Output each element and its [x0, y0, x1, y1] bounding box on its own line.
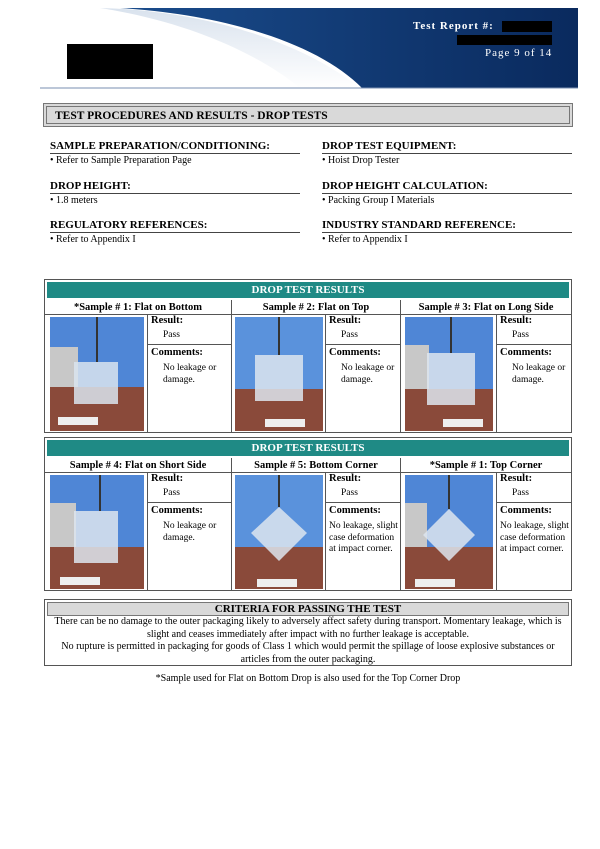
comments-value: No leakage, slight case deformation at impact corner. — [329, 521, 398, 554]
comments-value: No leakage or damage. — [163, 363, 217, 385]
drop-test-results-table-1 — [44, 279, 572, 433]
criteria-body — [51, 616, 565, 666]
drop-test-photo — [50, 475, 144, 589]
results-band-2: DROP TEST RESULTS — [47, 440, 569, 456]
comments-label: Comments: — [329, 505, 381, 516]
comments-value: No leakage or damage. — [341, 363, 395, 385]
result-label: Result: — [151, 473, 184, 484]
redacted-logo — [67, 44, 153, 79]
equipment-title: DROP TEST EQUIPMENT: — [322, 140, 572, 154]
drop-test-photo — [405, 475, 493, 589]
comments-label: Comments: — [500, 347, 552, 358]
sample-info — [147, 473, 232, 590]
criteria-text-2: No rupture is permitted in packaging for goods of Class 1 which would permit the spillage of loose explosive substances or articles from the outer packaging. — [61, 641, 555, 665]
result-value: Pass — [163, 488, 180, 498]
sample-info — [496, 473, 572, 590]
sample-heading: Sample # 2: Flat on Top — [232, 301, 400, 315]
sample-info — [147, 315, 232, 432]
sample-heading: Sample # 4: Flat on Short Side — [45, 459, 231, 473]
redacted-report-number-1 — [502, 21, 552, 32]
comments-label: Comments: — [151, 505, 203, 516]
drop-test-photo — [50, 317, 144, 431]
result-label: Result: — [329, 315, 362, 326]
sample-heading: Sample # 3: Flat on Long Side — [401, 301, 571, 315]
criteria-text-1: There can be no damage to the outer packaging likely to adversely affect safety during transport. Momentary leakage, which is slight and ceases immediately after impact with no further leakage is acceptable. — [54, 616, 562, 640]
criteria-title: CRITERIA FOR PASSING THE TEST — [47, 602, 569, 616]
sample-prep-title: SAMPLE PREPARATION/CONDITIONING: — [50, 140, 300, 154]
sample-info — [325, 315, 401, 432]
height-calc-title: DROP HEIGHT CALCULATION: — [322, 180, 572, 194]
sample-info — [496, 315, 572, 432]
drop-test-photo — [405, 317, 493, 431]
drop-height-value: • 1.8 meters — [50, 195, 98, 206]
drop-test-results-table-2 — [44, 437, 572, 591]
result-value: Pass — [512, 330, 529, 340]
section-title: TEST PROCEDURES AND RESULTS - DROP TESTS — [46, 106, 570, 124]
comments-value: No leakage or damage. — [512, 363, 566, 385]
comments-value: No leakage or damage. — [163, 521, 217, 543]
result-label: Result: — [500, 315, 533, 326]
equipment-value: • Hoist Drop Tester — [322, 155, 400, 166]
height-calc-value: • Packing Group I Materials — [322, 195, 435, 206]
result-label: Result: — [151, 315, 184, 326]
footnote: *Sample used for Flat on Bottom Drop is also used for the Top Corner Drop — [155, 673, 461, 684]
results-band-1: DROP TEST RESULTS — [47, 282, 569, 298]
sample-heading: *Sample # 1: Flat on Bottom — [45, 301, 231, 315]
drop-height-title: DROP HEIGHT: — [50, 180, 300, 194]
industry-value: • Refer to Appendix I — [322, 234, 408, 245]
result-label: Result: — [329, 473, 362, 484]
drop-test-photo — [235, 475, 323, 589]
regulatory-value: • Refer to Appendix I — [50, 234, 136, 245]
result-value: Pass — [163, 330, 180, 340]
result-value: Pass — [341, 488, 358, 498]
redacted-report-number-2 — [457, 35, 552, 45]
drop-test-photo — [235, 317, 323, 431]
result-label: Result: — [500, 473, 533, 484]
sample-info — [325, 473, 401, 590]
sample-heading: Sample # 5: Bottom Corner — [232, 459, 400, 473]
comments-label: Comments: — [500, 505, 552, 516]
sample-prep-value: • Refer to Sample Preparation Page — [50, 155, 192, 166]
criteria-box — [44, 599, 572, 666]
industry-title: INDUSTRY STANDARD REFERENCE: — [322, 219, 572, 233]
comments-value: No leakage, slight case deformation at impact corner. — [500, 521, 569, 554]
report-number-label: Test Report #: — [413, 20, 494, 32]
result-value: Pass — [341, 330, 358, 340]
page-number: Page 9 of 14 — [485, 47, 553, 59]
sample-heading: *Sample # 1: Top Corner — [401, 459, 571, 473]
regulatory-title: REGULATORY REFERENCES: — [50, 219, 300, 233]
comments-label: Comments: — [329, 347, 381, 358]
comments-label: Comments: — [151, 347, 203, 358]
section-title-box — [43, 103, 573, 127]
result-value: Pass — [512, 488, 529, 498]
